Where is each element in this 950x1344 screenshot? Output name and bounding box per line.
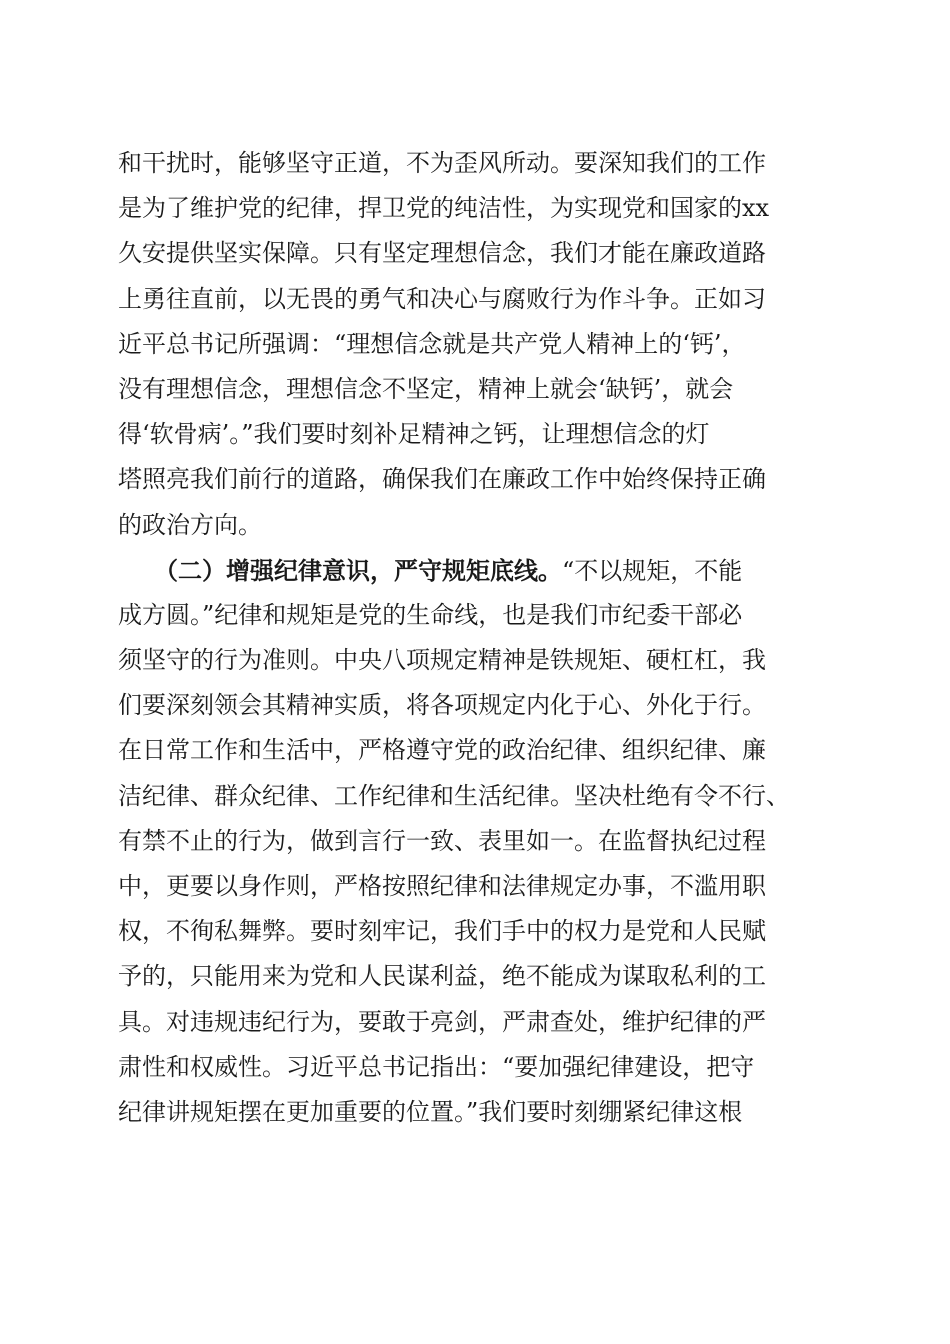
text-line: 塔照亮我们前行的道路，确保我们在廉政工作中始终保持正确: [118, 465, 766, 494]
text-line: 肃性和权威性。习近平总书记指出：“要加强纪律建设，把守: [118, 1052, 755, 1081]
text-line: 近平总书记所强调：“理想信念就是共产党人精神上的‘钙’，: [118, 329, 746, 358]
document-body: [118, 141, 838, 1135]
text-line: 权，不徇私舞弊。要时刻牢记，我们手中的权力是党和人民赋: [118, 917, 766, 946]
section-heading: （二）增强纪律意识，严守规矩底线。: [166, 555, 562, 585]
text-line: 是为了维护党的纪律，捍卫党的纯洁性，为实现党和国家的xx: [118, 194, 770, 223]
text-line: 中，更要以身作则，严格按照纪律和法律规定办事，不滥用职: [118, 872, 766, 900]
section-heading-continuation: “不以规矩，不能: [562, 556, 743, 585]
text-line: 久安提供坚实保障。只有坚定理想信念，我们才能在廉政道路: [118, 239, 766, 268]
paragraph-indent: [118, 557, 166, 585]
text-line: 们要深刻领会其精神实质，将各项规定内化于心、外化于行。: [118, 691, 766, 720]
text-line: 没有理想信念，理想信念不坚定，精神上就会‘缺钙’，就会: [118, 374, 734, 403]
text-line: 具。对违规违纪行为，要敢于亮剑，严肃查处，维护纪律的严: [118, 1007, 766, 1036]
paragraph-ideals: [118, 141, 838, 548]
text-line: 成方圆。”纪律和规矩是党的生命线，也是我们市纪委干部必: [118, 600, 743, 629]
text-line: 和干扰时，能够坚守正道，不为歪风所动。要深知我们的工作: [118, 149, 766, 177]
text-line: 须坚守的行为准则。中央八项规定精神是铁规矩、硬杠杠，我: [118, 646, 766, 675]
section-heading-line: [118, 548, 838, 593]
text-line: 纪律讲规矩摆在更加重要的位置。”我们要时刻绷紧纪律这根: [118, 1097, 743, 1126]
text-line: 有禁不止的行为，做到言行一致、表里如一。在监督执纪过程: [118, 826, 766, 855]
text-line: 得‘软骨病’。”我们要时刻补足精神之钙，让理想信念的灯: [118, 420, 710, 449]
text-line: 予的，只能用来为党和人民谋利益，绝不能成为谋取私利的工: [118, 962, 766, 991]
text-line: 洁纪律、群众纪律、工作纪律和生活纪律。坚决杜绝有令不行、: [118, 781, 790, 810]
text-line: 在日常工作和生活中，严格遵守党的政治纪律、组织纪律、廉: [118, 736, 766, 765]
text-line: 的政治方向。: [118, 510, 262, 539]
text-line: 上勇往直前，以无畏的勇气和决心与腐败行为作斗争。正如习: [118, 284, 766, 313]
section-discipline: [118, 548, 838, 1135]
